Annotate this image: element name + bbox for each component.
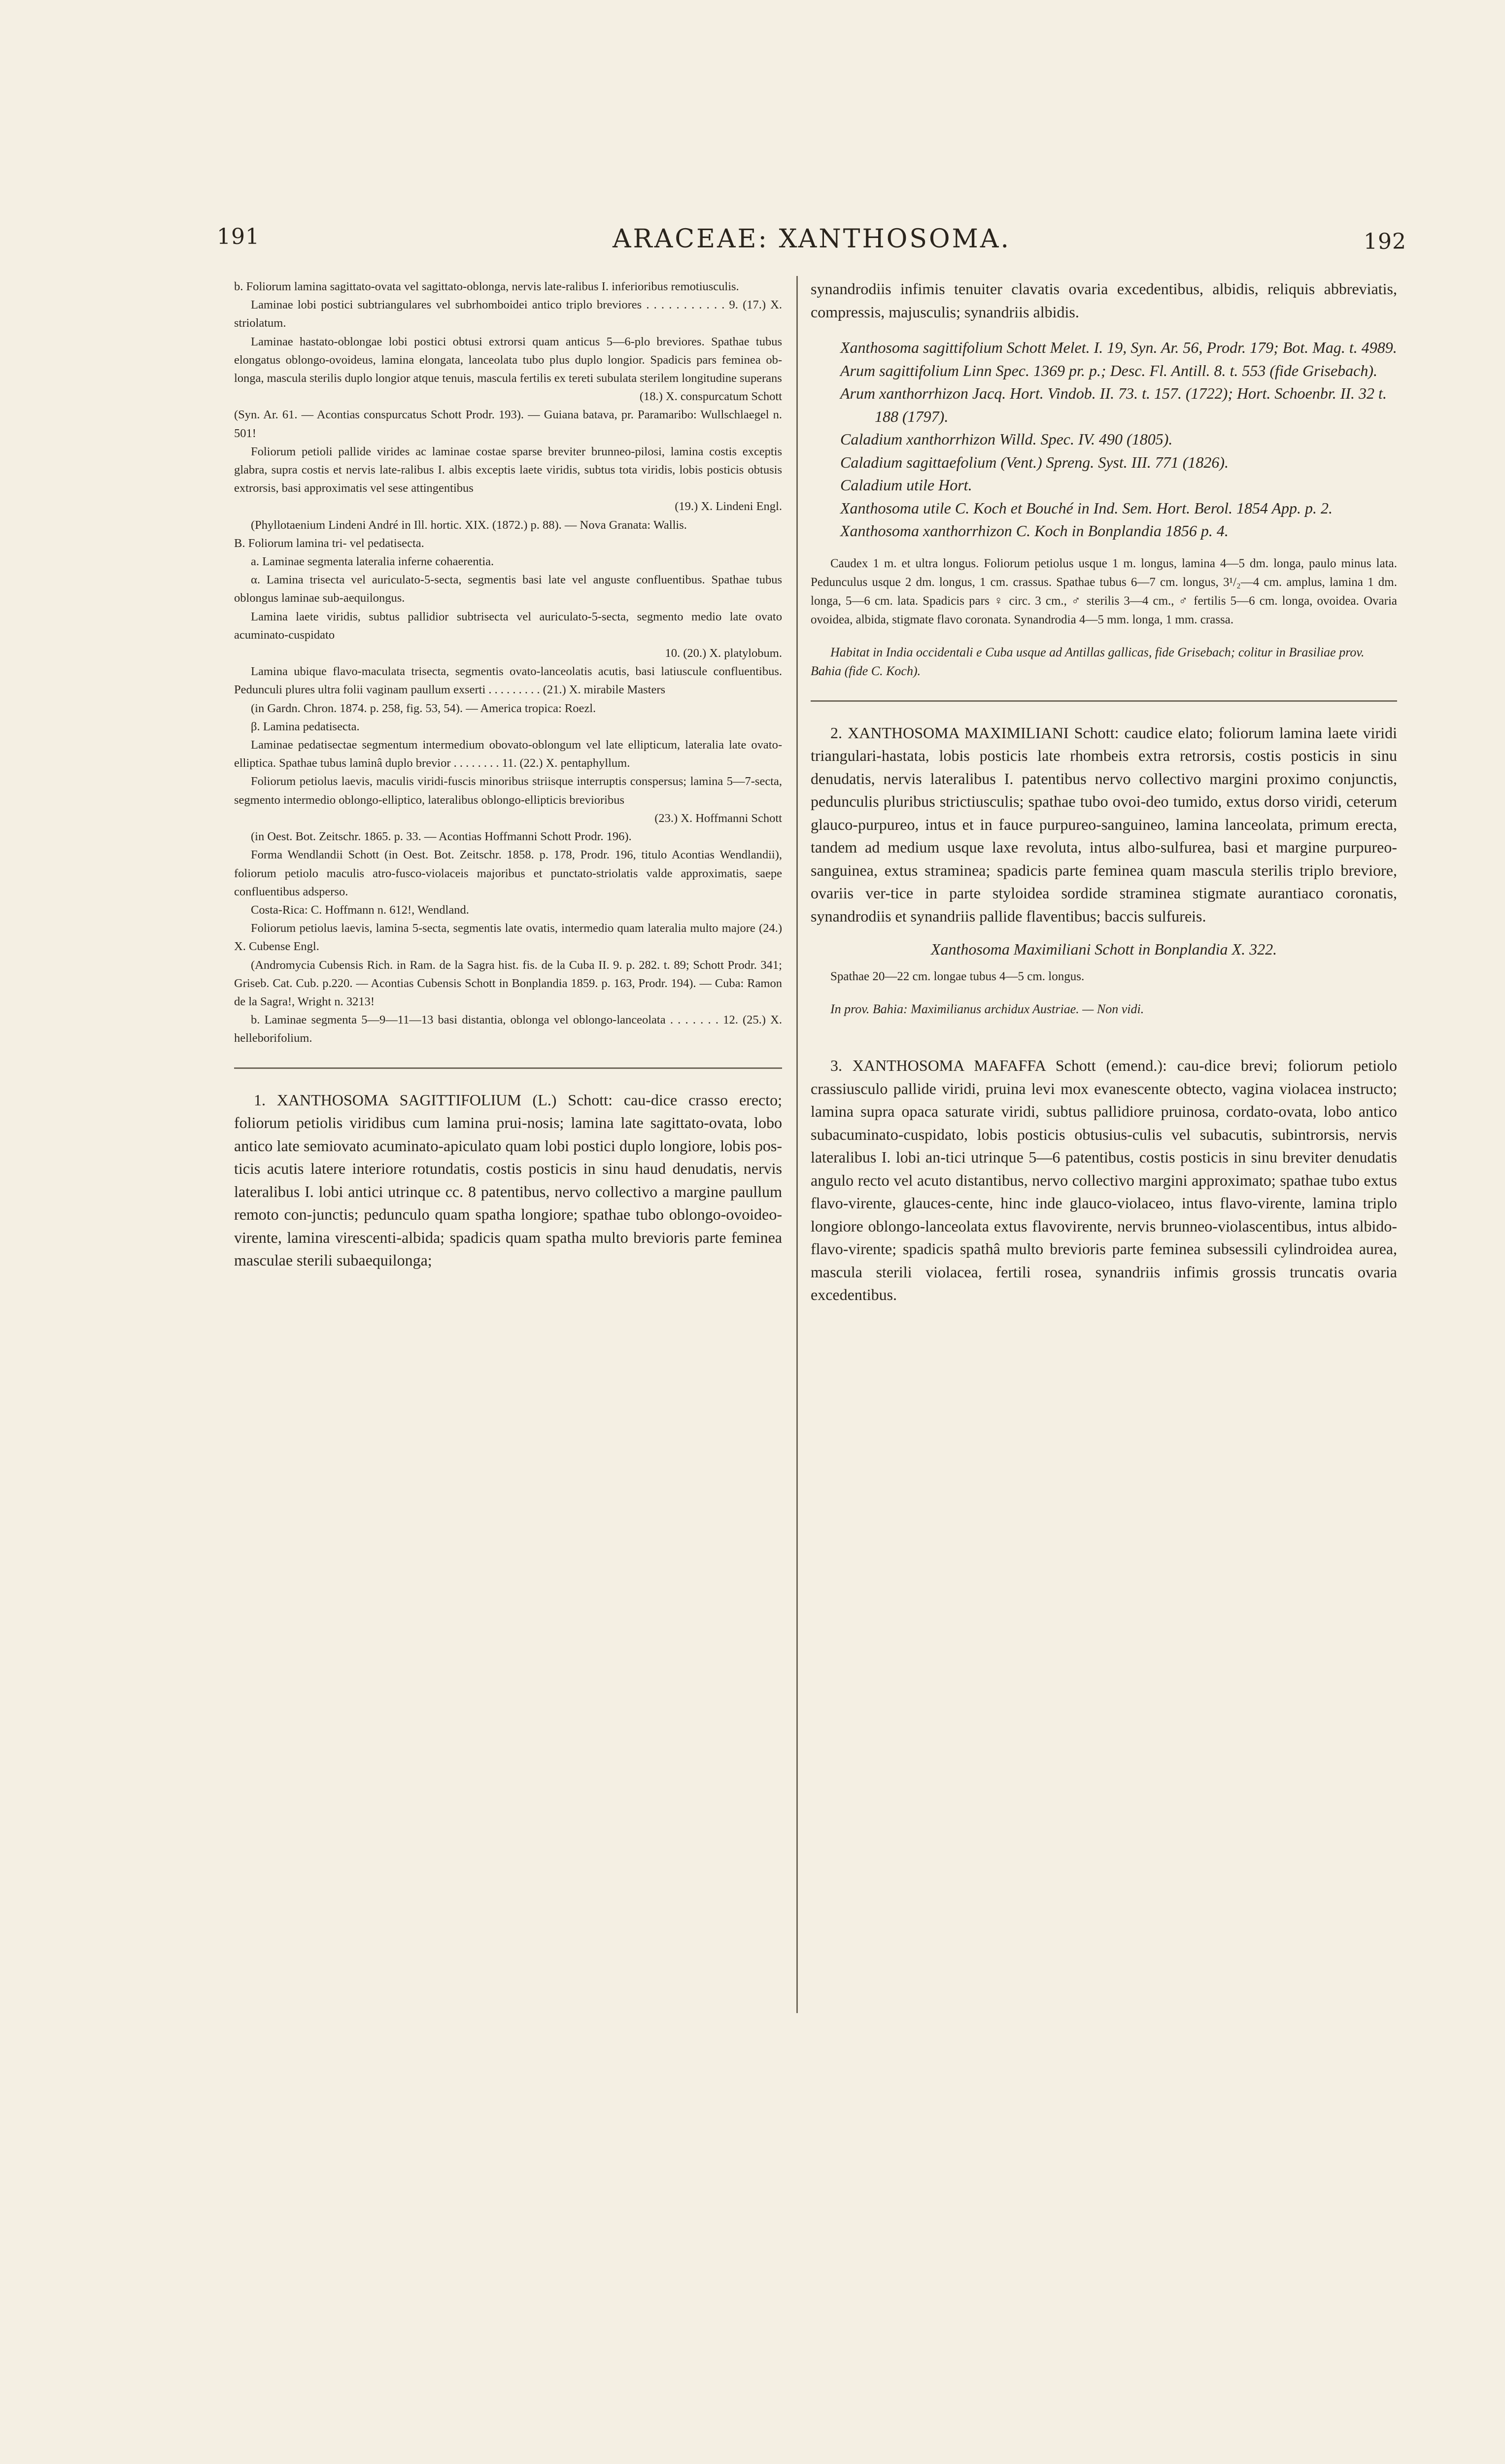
species-1-description bbox=[811, 554, 1397, 629]
key-line: (in Gardn. Chron. 1874. p. 258, fig. 53, 54). — America tropica: Roezl. bbox=[251, 701, 596, 715]
species-2-diagnosis bbox=[811, 721, 1397, 928]
continuation-text: synandrodiis infimis tenuiter clavatis ovaria excedentibus, albidis, reliquis abbreviatis, compressis, majusculis; synandriis albidis. bbox=[811, 280, 1397, 321]
species-2-habitat bbox=[811, 1000, 1397, 1019]
key-line: (Phyllotaenium Lindeni André in Ill. hortic. XIX. (1872.) p. 88). — Nova Granata: Wallis. bbox=[251, 518, 687, 532]
key-line: Costa-Rica: C. Hoffmann n. 612!, Wendland. bbox=[251, 903, 469, 917]
synonym-line: Arum sagittifolium Linn Spec. 1369 pr. p.; Desc. Fl. Antill. 8. t. 553 (fide Grisebach). bbox=[840, 361, 1377, 379]
key-taxon: (19.) X. Lindeni Engl. bbox=[675, 500, 782, 513]
left-column bbox=[234, 277, 782, 1272]
synonym-line: Arum xanthorrhizon Jacq. Hort. Vindob. II. 73. t. 157. (1722); Hort. Schoenbr. II. 32 t. 188 (1797). bbox=[840, 384, 1387, 425]
left-page-number: 191 bbox=[217, 224, 260, 249]
key-line: (Syn. Ar. 61. — Acontias conspurcatus Schott Prodr. 193). — Guiana batava, pr. Paramaribo: Wullschlaegel n. 501! bbox=[234, 408, 782, 440]
synonym-line: Xanthosoma xanthorrhizon C. Koch in Bonplandia 1856 p. 4. bbox=[840, 522, 1229, 540]
key-line: Foliorum petiolus laevis, maculis viridi-fuscis minoribus striisque interruptis conspersus; lamina 5—7-secta, segmento intermedio oblongo-elliptico, lateralibus oblongo-ellipticis brevioribus bbox=[234, 775, 782, 807]
synonym-line: Xanthosoma utile C. Koch et Bouché in Ind. Sem. Hort. Berol. 1854 App. p. 2. bbox=[840, 499, 1333, 517]
right-column bbox=[811, 277, 1397, 1306]
key-line: α. Lamina trisecta vel auriculato-5-secta, segmentis basi late vel anguste confluentibus. Spathae tubus oblongus laminae sub-aequilongus. bbox=[234, 573, 782, 605]
key-line: B. Foliorum lamina tri- vel pedatisecta. bbox=[234, 536, 424, 550]
section-rule bbox=[811, 700, 1397, 702]
species-3-diagnosis bbox=[811, 1054, 1397, 1306]
key-line: a. Laminae segmenta lateralia inferne cohaerentia. bbox=[251, 555, 494, 569]
running-header bbox=[217, 224, 1406, 264]
key-line: (in Oest. Bot. Zeitschr. 1865. p. 33. — Acontias Hoffmanni Schott Prodr. 196). bbox=[251, 830, 632, 844]
habitat-text: Habitat in India occidentali e Cuba usque ad Antillas gallicas, fide Grisebach; colitur in Brasiliae prov. Bahia (fide C. Koch). bbox=[811, 645, 1365, 678]
habitat-text: In prov. Bahia: Maximilianus archidux Austriae. — Non vidi. bbox=[830, 1002, 1144, 1016]
description-text: Spathae 20—22 cm. longae tubus 4—5 cm. longus. bbox=[830, 970, 1085, 983]
key-line: Laminae hastato-oblongae lobi postici obtusi extrorsi quam anticus 5—6-plo breviores. Spathae tubus elongatus oblongo-ovoideus, lamina elongata, lanceolata tubo plus duplo longior. Spadicis pars feminea ob-longa, mascula sterilis duplo longior atque tenuis, mascula fertilis ex tereti subulata sterilem longitudine superans bbox=[234, 335, 782, 385]
key-taxon: (23.) X. Hoffmanni Schott bbox=[654, 811, 782, 825]
key-taxon: (18.) X. conspurcatum Schott bbox=[639, 390, 782, 404]
key-line: β. Lamina pedatisecta. bbox=[251, 719, 360, 733]
key-line: Foliorum petioli pallide virides ac laminae costae sparse breviter brunneo-pilosi, lamina costis exceptis glabra, supra costis et nervis late-ralibus I. albis exceptis laete viridis, subtus tota viridis, lobis posticis obtusis extrorsis, basi approximatis vel sese attingentibus bbox=[234, 445, 782, 495]
species-2-synonym: Xanthosoma Maximiliani Schott in Bonplandia X. 322. bbox=[930, 940, 1277, 958]
key-line: Forma Wendlandii Schott (in Oest. Bot. Zeitschr. 1858. p. 178, Prodr. 196, titulo Acontias Wendlandii), foliorum petiolo maculis atro-fusco-violaceis majoribus et punctato-striolatis valde approximatis, saepe confluentibus adsperso. bbox=[234, 848, 782, 898]
key-line: Lamina ubique flavo-maculata trisecta, segmentis ovato-lanceolatis acutis, basi latiuscule confluentibus. Pedunculi plures ultra folii vaginam paullum exserti . . . . . . . . . (21.) X. mirabile Masters bbox=[234, 665, 782, 697]
key-line: Laminae lobi postici subtriangulares vel subrhomboidei antico triplo breviores . . . . . . . . . . . 9. (17.) X. striolatum. bbox=[234, 298, 782, 330]
key-line: (Andromycia Cubensis Rich. in Ram. de la Sagra hist. fis. de la Cuba II. 9. p. 282. t. 89; Schott Prodr. 341; Griseb. Cat. Cub. p.220. — Acontias Cubensis Schott in Bonplandia 1859. p. 163, Prodr. 194). — Cuba: Ramon de la Sagra!, Wright n. 3213! bbox=[234, 958, 782, 1008]
key-line: b. Laminae segmenta 5—9—11—13 basi distantia, oblonga vel oblongo-lanceolata . . . . . . . 12. (25.) X. helleborifolium. bbox=[234, 1013, 782, 1045]
species-1-text: 1. XANTHOSOMA SAGITTIFOLIUM (L.) Schott: cau-dice crasso erecto; foliorum petiolis viridibus cum lamina prui-nosis; lamina late sagittato-ovata, lobo antico late semiovato acuminato-apiculato quam lobi postici duplo longiore, lobis pos-ticis acutis latere interiore rotundatis, costis posticis in sinu haud denudatis, nervis lateralibus I. lobi antici utrinque cc. 8 patentibus, nervo collectivo a margine paullum remoto con-junctis; pedunculo quam spatha longiore; spathae tubo oblongo-ovoideo-virente, lamina virescenti-albida; spadicis quam spatha multo brevioris parte feminea masculae sterili subaequilonga; bbox=[234, 1091, 782, 1269]
species-1-habitat bbox=[811, 643, 1397, 681]
synonym-line: Caladium xanthorrhizon Willd. Spec. IV. 490 (1805). bbox=[840, 430, 1173, 448]
species-key bbox=[234, 277, 782, 1048]
synonym-line: Caladium utile Hort. bbox=[840, 476, 972, 494]
key-line: Foliorum petiolus laevis, lamina 5-secta, segmentis late ovatis, intermedio quam lateralia multo majore (24.) X. Cubense Engl. bbox=[234, 922, 782, 954]
species-3-text: 3. XANTHOSOMA MAFAFFA Schott (emend.): cau-dice brevi; foliorum petiolo crassiusculo pallide viridi, pruina levi mox evanescente obtecto, vagina violacea instructo; lamina supra opaca saturate viridi, subtus pallidiore pruinosa, cordato-ovata, lobo antico subacuminato-cuspidato, lobis posticis obtusius-culis vel subacutis, subintrorsis, nervis lateralibus I. lobi an-tici utrinque 5—6 patentibus, costis posticis in sinu breviter denudatis angulo recto vel acuto distantibus, nervo collectivo margini approximato; spathae tubo extus flavo-virente, glauces-cente, hinc inde glauco-violaceo, intus flavo-virente, lamina triplo longiore oblongo-lanceolata extus flavovirente, nervis brunneo-violascentibus, intus albido-flavo-virente; spadicis spathâ multo brevioris parte feminea subsessili cylindroidea aurea, mascula sterili violacea, fertili rosea, synandriis infimis grossis truncatis ovaria excedentibus. bbox=[811, 1057, 1397, 1303]
species-2-text: 2. XANTHOSOMA MAXIMILIANI Schott: caudice elato; foliorum lamina laete viridi triangulari-hastata, lobis posticis late rhombeis extra retrorsis, costis posticis in sinu denudatis, nervis lateralibus I. patentibus nervo collectivo margini proximo conjunctis, pedunculis pluribus strictiusculis; spathae tubo ovoi-deo tumido, extus dorso viridi, ceterum glauco-purpureo, intus et in fauce purpureo-sanguineo, lamina lanceolata, primum erecta, tandem ad medium usque laxe revoluta, intus albo-sulfurea, basi et margine purpureo-sanguinea, extus straminea; spadicis parte feminea quam mascula sterilis triplo breviore, ovariis ver-tice in parte styloidea sordide straminea stigmate aurantiaco coronatis, synandrodiis et synandriis pallide flaventibus; baccis sulfureis. bbox=[811, 723, 1397, 925]
column-divider bbox=[796, 276, 798, 2013]
key-line: b. Foliorum lamina sagittato-ovata vel sagittato-oblonga, nervis late-ralibus I. inferioribus remotiusculis. bbox=[234, 280, 739, 293]
species-1-synonymy bbox=[811, 336, 1397, 543]
description-text: Caudex 1 m. et ultra longus. Foliorum petiolus usque 1 m. longus, lamina 4—5 dm. longa, paulo minus lata. Pedunculus usque 2 dm. longus, 1 cm. crassus. Spathae tubus 6—7 cm. longus, 3¹/₂—4 cm. amplus, lamina 1 dm. longa, 5—6 cm. lata. Spadicis pars ♀ circ. 3 cm., ♂ sterilis 3—4 cm., ♂ fertilis 5—6 cm. longa, ovoidea. Ovaria ovoidea, albida, stigmate flavo coronata. Synandrodia 4—5 mm. longa, 1 mm. crassa. bbox=[811, 556, 1397, 626]
key-line: Lamina laete viridis, subtus pallidior subtrisecta vel auriculato-5-secta, segmento medio late ovato acuminato-cuspidato bbox=[234, 610, 782, 642]
species-2-description bbox=[811, 967, 1397, 986]
synonym-line: Caladium sagittaefolium (Vent.) Spreng. Syst. III. 771 (1826). bbox=[840, 453, 1229, 471]
synonym-line: Xanthosoma sagittifolium Schott Melet. I. 19, Syn. Ar. 56, Prodr. 179; Bot. Mag. t. 4989. bbox=[840, 339, 1397, 356]
key-line: Laminae pedatisectae segmentum intermedium obovato-oblongum vel late ellipticum, lateralia late ovato-elliptica. Spathae tubus laminâ duplo brevior . . . . . . . . 11. (22.) X. pentaphyllum. bbox=[234, 738, 782, 770]
species-1-continuation bbox=[811, 277, 1397, 323]
section-rule bbox=[234, 1067, 782, 1069]
right-page-number: 192 bbox=[1364, 229, 1406, 254]
key-taxon: 10. (20.) X. platylobum. bbox=[665, 647, 782, 660]
running-title: ARACEAE: XANTHOSOMA. bbox=[612, 224, 1011, 254]
species-1-diagnosis bbox=[234, 1089, 782, 1272]
